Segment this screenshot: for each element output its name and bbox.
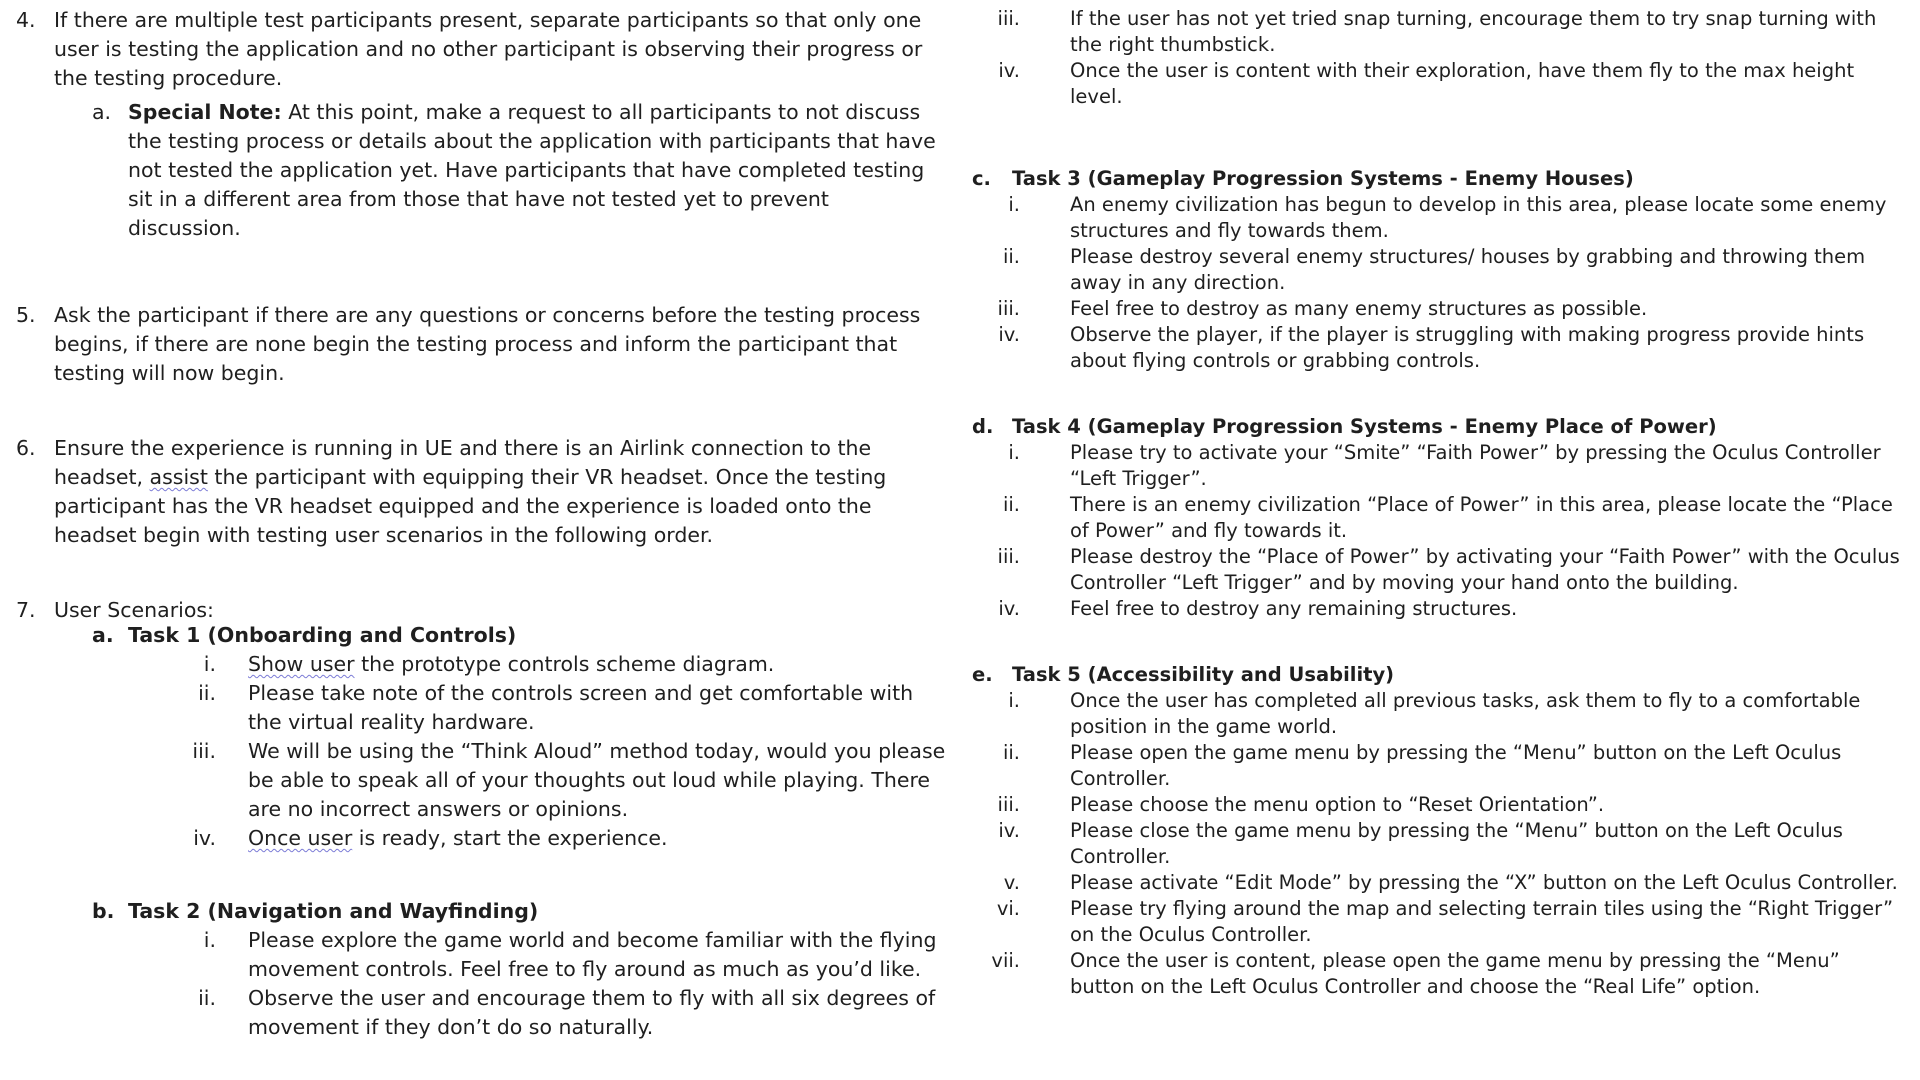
step-marker: i.	[1008, 689, 1020, 712]
left-column	[16, 6, 946, 1042]
step-body: is ready, start the experience.	[352, 826, 668, 850]
step-marker: i.	[203, 652, 216, 676]
list-text	[54, 434, 946, 550]
list-text: Ask the participant if there are any questions or concerns before the testing process begins, if there are none begin the testing process and inform the participant that testing will now begin.	[54, 303, 921, 385]
step-marker: i.	[203, 928, 216, 952]
step-marker: ii.	[1002, 245, 1020, 268]
task-step	[960, 322, 1910, 374]
step-text: Please choose the menu option to “Reset Orientation”.	[1070, 793, 1605, 816]
spellcheck-word: Once user	[248, 826, 353, 850]
step-text: Once the user has completed all previous tasks, ask them to fly to a comfortable position in the game world.	[1070, 689, 1861, 738]
list-item-5	[16, 301, 946, 388]
step-text	[248, 824, 946, 853]
step-text: If the user has not yet tried snap turning, encourage them to try snap turning with the right thumbstick.	[1070, 7, 1877, 56]
step-text: We will be using the “Think Aloud” method today, would you please be able to speak all of your thoughts out loud while playing. There are no incorrect answers or opinions.	[248, 739, 946, 821]
step-marker: i.	[1008, 441, 1020, 464]
step-text: There is an enemy civilization “Place of Power” in this area, please locate the “Place of Power” and fly towards it.	[1070, 493, 1893, 542]
task-1-heading	[16, 621, 946, 650]
task-step	[960, 792, 1910, 818]
right-column	[960, 6, 1910, 1000]
list-text: If there are multiple test participants present, separate participants so that only one user is testing the application and no other participant is observing their progress or the testing procedure.	[54, 8, 923, 90]
special-note-item	[16, 98, 946, 243]
step-marker: iii.	[997, 793, 1020, 816]
task-2-steps	[16, 926, 946, 1042]
step-text: An enemy civilization has begun to develop in this area, please locate some enemy structures and fly towards them.	[1070, 193, 1887, 242]
task-title: Task 3 (Gameplay Progression Systems - Enemy Houses)	[1012, 167, 1634, 190]
special-note-body: At this point, make a request to all participants to not discuss the testing process or details about the application with participants that have not tested the application yet. Have participants that have completed testing sit in a different area from those that have not tested yet to prevent discussion.	[128, 100, 936, 240]
task-step	[960, 870, 1910, 896]
step-marker: ii.	[198, 681, 216, 705]
task-5-steps	[960, 688, 1910, 1000]
list-item-4	[16, 6, 946, 93]
task-step	[176, 824, 946, 853]
step-text: Once the user is content with their exploration, have them fly to the max height level.	[1070, 59, 1855, 108]
task-title: Task 2 (Navigation and Wayfinding)	[128, 899, 539, 923]
step-marker: iii.	[997, 7, 1020, 30]
task-2-heading	[16, 897, 946, 926]
task-1-steps	[16, 650, 946, 853]
text-part: Ensure the experience is running in UE and there is an Airlink connection to the headset,	[54, 436, 872, 489]
step-marker: ii.	[198, 986, 216, 1010]
task-5-heading	[960, 662, 1910, 688]
step-text: Please take note of the controls screen and get comfortable with the virtual reality hardware.	[248, 681, 914, 734]
task-step	[960, 818, 1910, 870]
step-marker: iii.	[192, 739, 216, 763]
task-step	[960, 58, 1910, 110]
step-text: Please activate “Edit Mode” by pressing the “X” button on the Left Oculus Controller.	[1070, 871, 1898, 894]
step-text: Please open the game menu by pressing the “Menu” button on the Left Oculus Controller.	[1070, 741, 1842, 790]
list-marker: a.	[92, 100, 112, 124]
list-marker: b.	[92, 899, 115, 923]
special-note-label: Special Note:	[128, 100, 282, 124]
task-step	[176, 650, 946, 679]
list-number: 5.	[16, 303, 36, 327]
spellcheck-word: assist	[149, 465, 208, 489]
list-item-6	[16, 434, 946, 550]
step-marker: iv.	[998, 59, 1020, 82]
list-number: 7.	[16, 598, 36, 622]
task-title: Task 1 (Onboarding and Controls)	[128, 623, 517, 647]
list-marker: c.	[972, 167, 991, 190]
task-title: Task 5 (Accessibility and Usability)	[1012, 663, 1395, 686]
step-text: Please close the game menu by pressing the “Menu” button on the Left Oculus Controller.	[1070, 819, 1843, 868]
step-marker: vi.	[996, 897, 1020, 920]
step-body: the prototype controls scheme diagram.	[354, 652, 775, 676]
step-text: Please explore the game world and become familiar with the flying movement controls. Feel free to fly around as much as you’d like.	[248, 928, 937, 981]
task-step	[960, 896, 1910, 948]
step-text: Please destroy the “Place of Power” by activating your “Faith Power” with the Oculus Controller “Left Trigger” and by moving your hand onto the building.	[1070, 545, 1900, 594]
task-step	[176, 926, 946, 984]
task-3-steps	[960, 192, 1910, 374]
list-number: 6.	[16, 436, 36, 460]
step-marker: iv.	[998, 323, 1020, 346]
task-step	[960, 244, 1910, 296]
task-step	[960, 740, 1910, 792]
task-2-continued	[960, 6, 1910, 110]
task-title: Task 4 (Gameplay Progression Systems - Enemy Place of Power)	[1012, 415, 1717, 438]
list-text: User Scenarios:	[54, 598, 214, 622]
task-step	[960, 6, 1910, 58]
step-text: Feel free to destroy any remaining structures.	[1070, 597, 1518, 620]
step-text: Please destroy several enemy structures/ houses by grabbing and throwing them away in any direction.	[1070, 245, 1866, 294]
text-part: the participant with equipping their VR headset. Once the testing participant has the VR headset equipped and the experience is loaded onto the headset begin with testing user scenarios in the following order.	[54, 465, 887, 547]
task-step	[960, 544, 1910, 596]
step-text: Please try flying around the map and selecting terrain tiles using the “Right Trigger” on the Oculus Controller.	[1070, 897, 1894, 946]
task-step	[176, 737, 946, 824]
list-marker: e.	[972, 663, 993, 686]
task-step	[176, 984, 946, 1042]
task-step	[176, 679, 946, 737]
step-text: Feel free to destroy as many enemy structures as possible.	[1070, 297, 1648, 320]
step-marker: iv.	[998, 819, 1020, 842]
step-marker: iv.	[193, 826, 216, 850]
task-step	[960, 596, 1910, 622]
list-number: 4.	[16, 8, 36, 32]
step-text: Observe the user and encourage them to fly with all six degrees of movement if they don’t do so naturally.	[248, 986, 936, 1039]
step-marker: iii.	[997, 545, 1020, 568]
step-marker: iii.	[997, 297, 1020, 320]
task-step	[960, 688, 1910, 740]
special-note-text	[128, 98, 946, 243]
step-marker: v.	[1003, 871, 1020, 894]
step-marker: ii.	[1002, 493, 1020, 516]
step-marker: i.	[1008, 193, 1020, 216]
step-text: Once the user is content, please open the game menu by pressing the “Menu” button on the Left Oculus Controller and choose the “Real Life” option.	[1070, 949, 1840, 998]
task-step	[960, 948, 1910, 1000]
task-3-heading	[960, 166, 1910, 192]
step-text: Observe the player, if the player is struggling with making progress provide hints about flying controls or grabbing controls.	[1070, 323, 1865, 372]
step-text: Please try to activate your “Smite” “Faith Power” by pressing the Oculus Controller “Left Trigger”.	[1070, 441, 1881, 490]
task-4-steps	[960, 440, 1910, 622]
task-4-heading	[960, 414, 1910, 440]
task-step	[960, 192, 1910, 244]
list-marker: a.	[92, 623, 114, 647]
step-marker: ii.	[1002, 741, 1020, 764]
step-text	[248, 650, 946, 679]
step-marker: vii.	[991, 949, 1020, 972]
task-step	[960, 440, 1910, 492]
step-marker: iv.	[998, 597, 1020, 620]
task-step	[960, 296, 1910, 322]
list-marker: d.	[972, 415, 994, 438]
task-step	[960, 492, 1910, 544]
spellcheck-word: Show user	[248, 652, 355, 676]
